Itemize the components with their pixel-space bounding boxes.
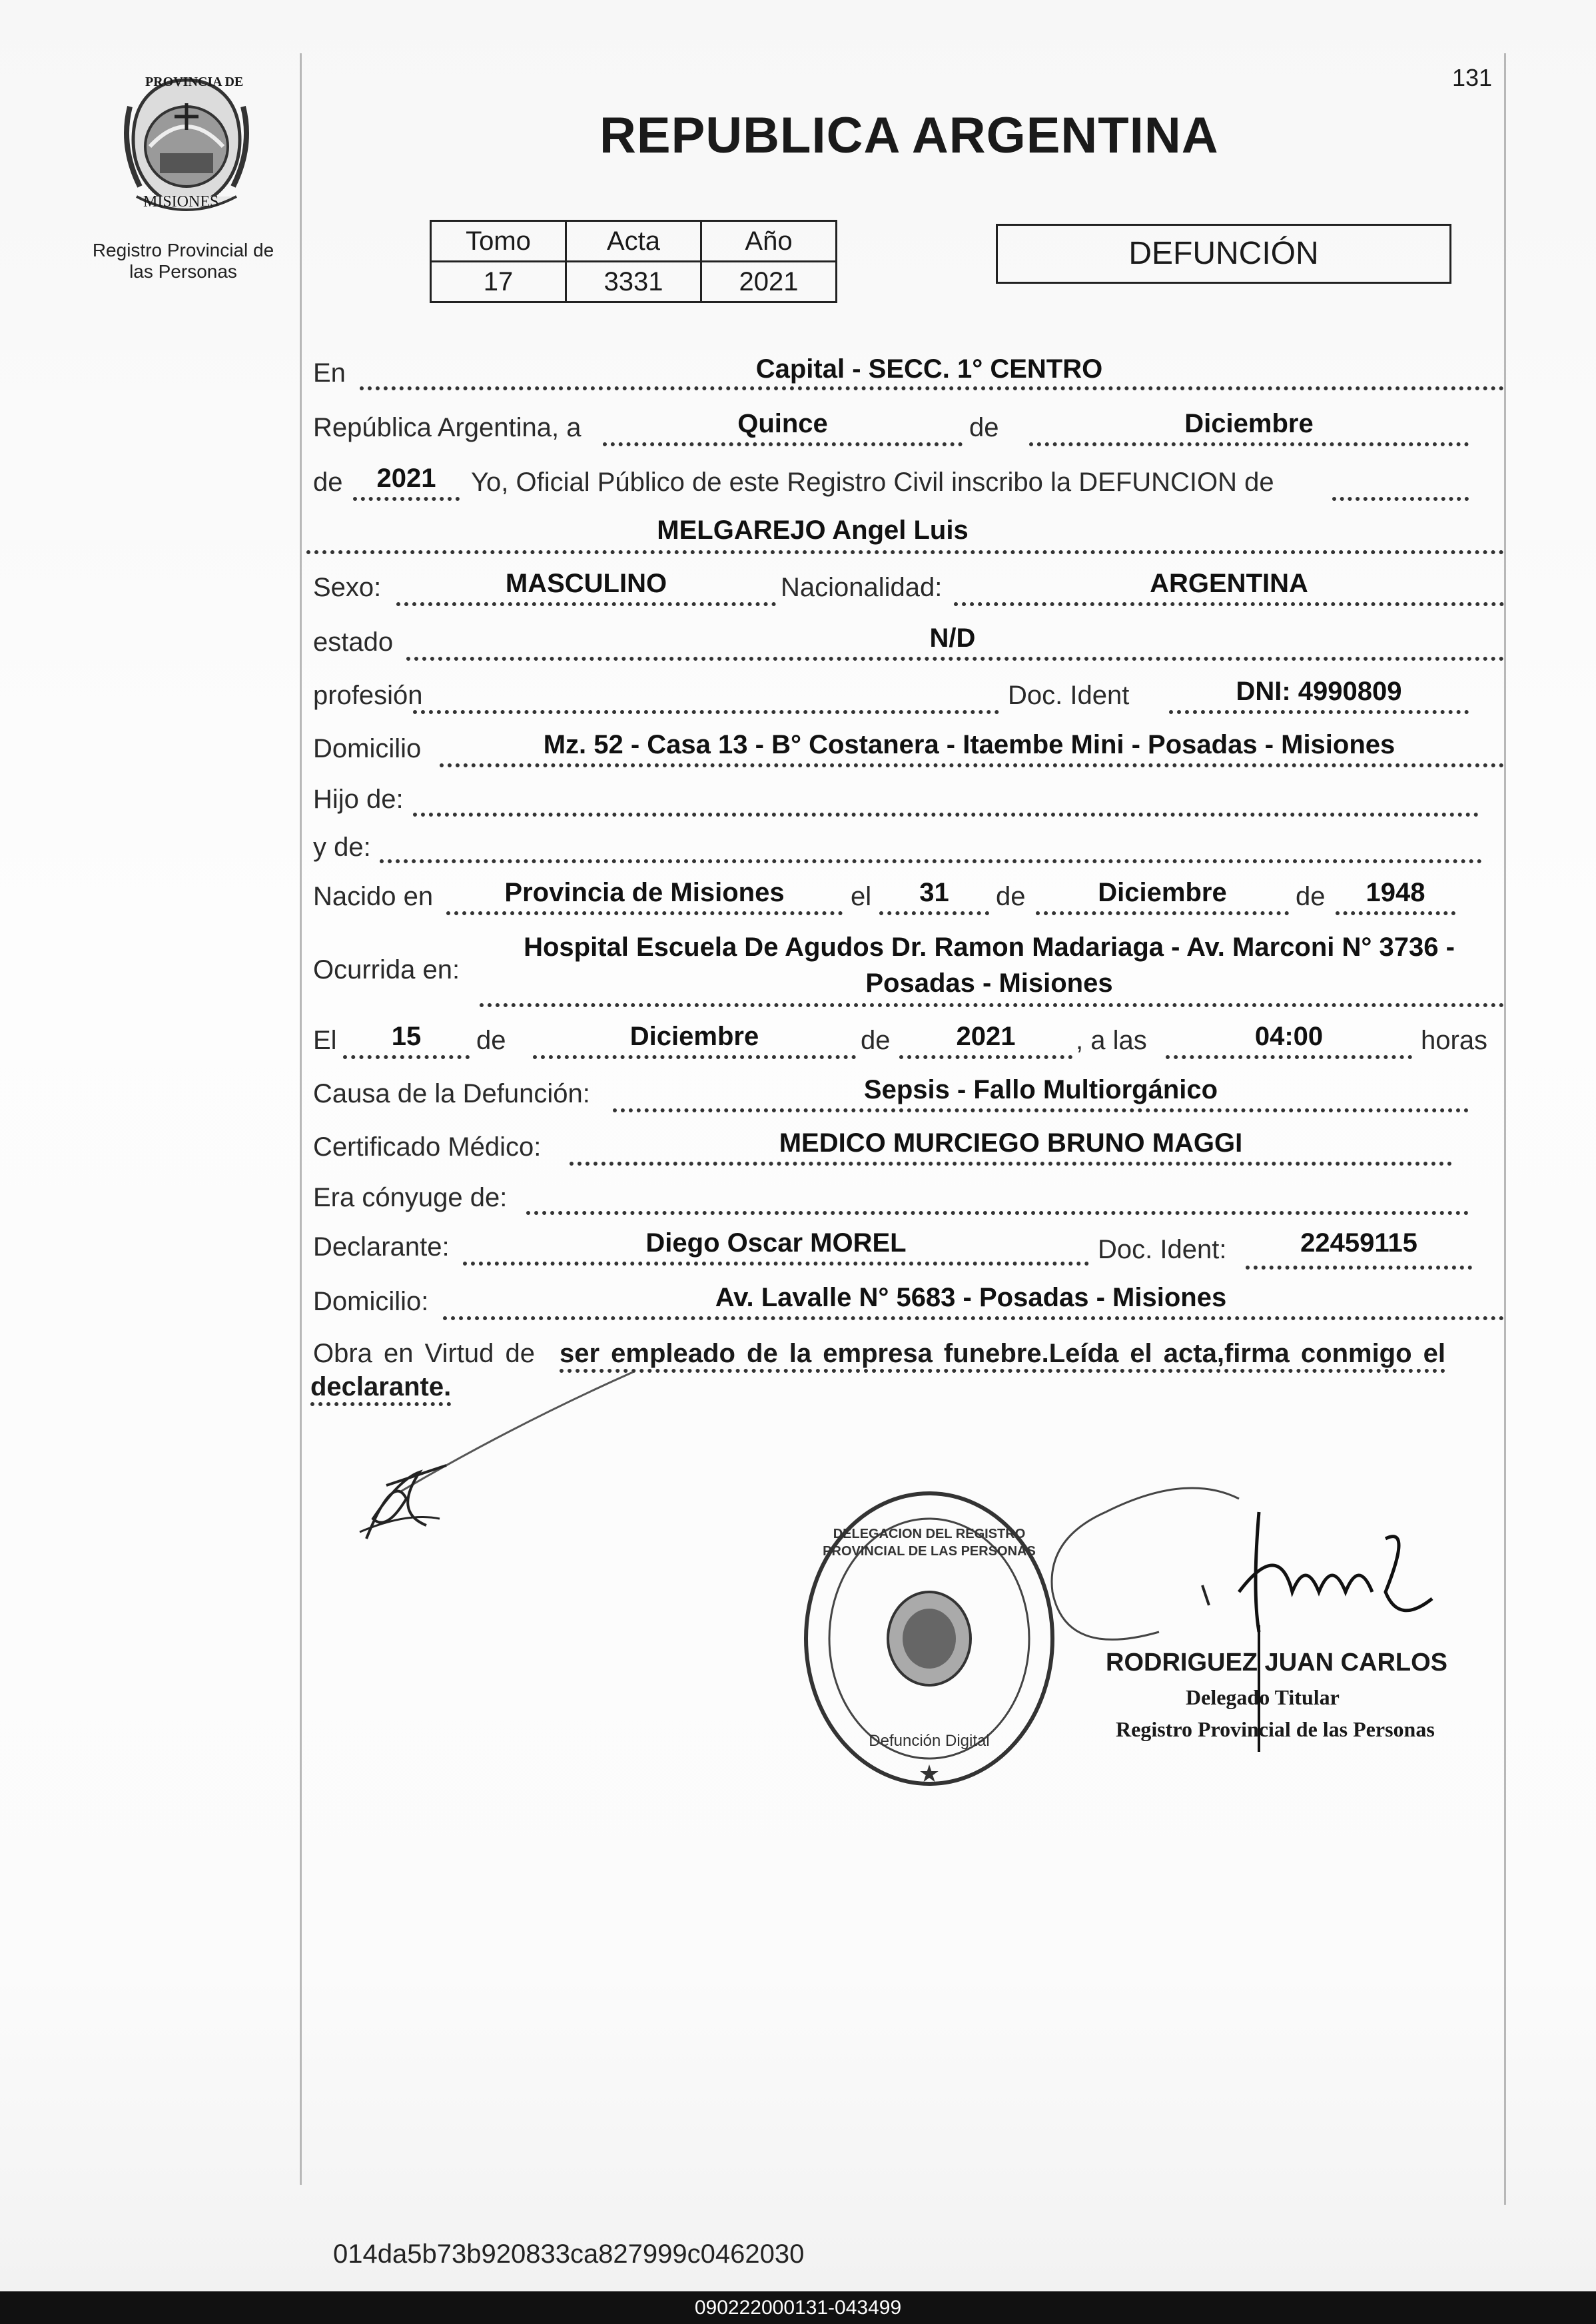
record-table-header: Año [701,221,837,262]
nacido-label: Nacido en [313,882,434,911]
de3-label: de [996,882,1026,911]
en-label: En [313,358,346,388]
de6-label: de [861,1026,891,1055]
record-table-header: Acta [566,221,701,262]
alas-label: , a las [1076,1026,1147,1055]
record-table-header-row [431,221,837,262]
registry-name: Registro Provincial de las Personas [92,240,274,282]
obra-value-line1: ser empleado de la empresa funebre.Leída el acta,firma conmigo el [560,1339,1445,1373]
mes-value: Diciembre [1184,409,1314,438]
yde-label: y de: [313,833,371,862]
doc-line [1169,710,1469,714]
nacido-mes: Diciembre [1098,878,1227,907]
fallec-mes: Diciembre [629,1022,759,1051]
hijo-label: Hijo de: [313,785,404,814]
nacido-lugar: Provincia de Misiones [504,878,785,907]
nacido-anio: 1948 [1366,878,1425,907]
declarante-line [463,1262,1089,1266]
anio-line [353,497,460,501]
anio-registro-value: 2021 [376,464,436,493]
fallec-hora-line [1166,1055,1412,1059]
el2-label: El [313,1026,337,1055]
signer-name: RODRIGUEZ JUAN CARLOS [1106,1649,1448,1677]
nacido-mes-line [1036,911,1289,915]
declarant-signature [346,1365,653,1565]
footer-code: 090222000131-043499 [694,2297,902,2319]
declarante-label: Declarante: [313,1232,450,1262]
record-table [430,220,837,303]
fallec-mes-line [533,1055,856,1059]
de4-label: de [1296,882,1326,911]
domicilio2-label: Domicilio: [313,1287,429,1316]
conyuge-line [526,1211,1469,1215]
declarante-value: Diego Oscar MOREL [645,1228,907,1258]
de2-label: de [313,468,343,497]
ocurrida-label: Ocurrida en: [313,955,460,984]
nacido-lugar-line [446,911,843,915]
record-table-header: Tomo [431,221,566,262]
svg-text:★: ★ [918,1760,941,1787]
nombre-line [306,550,1504,554]
causa-line [613,1108,1469,1112]
dia-value: Quince [737,409,828,438]
left-margin-line [300,53,302,2185]
certificado-line [570,1162,1452,1166]
stamp-outer-text: DELEGACION DEL REGISTRO PROVINCIAL DE LAS PERSONAS [823,1527,1036,1559]
record-type-box [996,224,1451,284]
hijo-line [413,813,1479,817]
republica-label: República Argentina, a [313,413,582,442]
footer-bar [0,2291,1596,2324]
ocurrida-line [480,1003,1504,1007]
doc2-label: Doc. Ident: [1098,1235,1227,1264]
ocurrida-line1: Hospital Escuela De Agudos Dr. Ramon Madariaga - Av. Marconi N° 3736 - [524,933,1455,962]
profesion-line [413,710,999,714]
en-value: Capital - SECC. 1° CENTRO [755,354,1103,384]
anio-value: 2021 [701,262,837,302]
domicilio2-value: Av. Lavalle N° 5683 - Posadas - Misiones [715,1283,1227,1312]
causa-label: Causa de la Defunción: [313,1079,590,1108]
de5-label: de [476,1026,506,1055]
obra-value-line2: declarante. [310,1372,451,1406]
estado-line [406,657,1504,661]
nacido-anio-line [1336,911,1455,915]
hash-code: 014da5b73b920833ca827999c0462030 [333,2239,805,2269]
estado-label: estado [313,627,394,657]
fallec-anio: 2021 [956,1022,1016,1051]
profesion-label: profesión [313,681,423,710]
fallec-dia: 15 [391,1022,422,1051]
el-label: el [851,882,872,911]
certificado-value: MEDICO MURCIEGO BRUNO MAGGI [779,1128,1243,1158]
domicilio-line [440,763,1504,767]
seal-text-top: PROVINCIA DE [145,75,244,89]
nacido-dia: 31 [919,878,949,907]
domicilio-value: Mz. 52 - Casa 13 - B° Costanera - Itaembe Mini - Posadas - Misiones [543,730,1396,759]
sexo-line [396,602,776,606]
fallec-anio-line [899,1055,1072,1059]
horas-label: horas [1421,1026,1488,1055]
page-number: 131 [1452,64,1493,91]
nacionalidad-line [954,602,1504,606]
nacido-dia-line [879,911,989,915]
signer-title: Delegado Titular [1186,1685,1340,1709]
causa-value: Sepsis - Fallo Multiorgánico [863,1075,1218,1104]
fallec-dia-line [343,1055,470,1059]
en-line [360,386,1504,390]
sexo-label: Sexo: [313,573,382,602]
stamp-inner-text: Defunción Digital [869,1732,990,1750]
fallec-hora: 04:00 [1254,1022,1324,1051]
conyuge-label: Era cónyuge de: [313,1183,508,1212]
acta-value: 3331 [566,262,701,302]
country-title: REPUBLICA ARGENTINA [599,107,1219,164]
nacionalidad-value: ARGENTINA [1150,569,1308,598]
tomo-value: 17 [431,262,566,302]
doc2-line [1246,1266,1472,1270]
domicilio2-line [443,1316,1504,1320]
doc-value: DNI: 4990809 [1236,677,1402,706]
estado-value: N/D [929,623,976,653]
nombre-value: MELGAREJO Angel Luis [657,516,969,545]
yde-line [380,859,1482,863]
nacionalidad-label: Nacionalidad: [781,573,943,602]
doc2-value: 22459115 [1300,1228,1417,1258]
record-table-value-row [431,262,837,302]
domicilio-label: Domicilio [313,734,422,763]
signer-office: Registro Provincial de las Personas [1116,1717,1435,1741]
dia-line [603,442,963,446]
right-margin-line [1504,53,1506,2205]
oficial-line [1332,497,1469,501]
ocurrida-line2: Posadas - Misiones [865,968,1113,998]
seal-text-bottom: MISIONES [143,193,219,210]
de-label: de [969,413,999,442]
mes-line [1029,442,1469,446]
sexo-value: MASCULINO [505,569,667,598]
doc-label: Doc. Ident [1008,681,1130,710]
certificado-label: Certificado Médico: [313,1132,542,1162]
oficial-text: Yo, Oficial Público de este Registro Civil inscribo la DEFUNCION de [471,468,1274,497]
record-type: DEFUNCIÓN [1128,236,1319,271]
obra-label: Obra en Virtud de [313,1339,536,1368]
